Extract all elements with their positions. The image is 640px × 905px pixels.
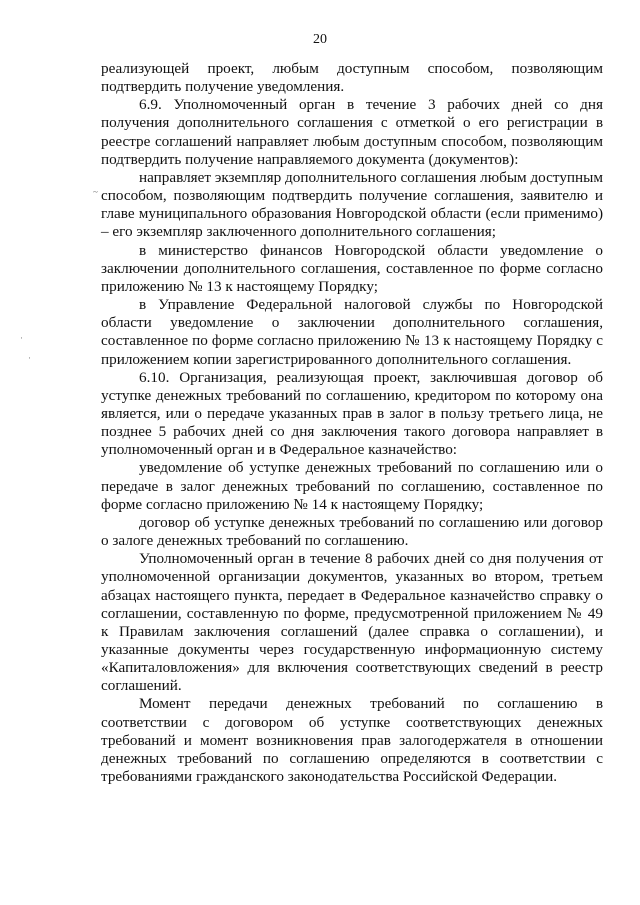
scan-artifact: · bbox=[28, 353, 31, 363]
paragraph-send-copy: направляет экземпляр дополнительного соглашения любым доступным способом, позволяющим подтвердить получение соглашения, заявителю и главе муниципального образования Новгородской области (если применимо) – его экземпляр заключенного дополнительного соглашения; bbox=[101, 168, 603, 241]
scan-artifact: ~ bbox=[93, 187, 98, 197]
paragraph-clause-6-9: 6.9. Уполномоченный орган в течение 3 рабочих дней со дня получения дополнительного соглашения с отметкой о его регистрации в реестре соглашений направляет любым доступным способом, позволяющим подтвердить получение направляемого документа (документов): bbox=[101, 96, 603, 168]
paragraph-ministry-finance: в министерство финансов Новгородской области уведомление о заключении дополнительного соглашения, составленное по форме согласно приложению № 13 к настоящему Порядку; bbox=[101, 241, 603, 295]
paragraph-continuation: реализующей проект, любым доступным способом, позволяющим подтвердить получение уведомления. bbox=[101, 60, 603, 96]
page-number: 20 bbox=[313, 32, 327, 47]
document-body bbox=[101, 60, 603, 786]
scan-artifact: · bbox=[20, 333, 23, 343]
paragraph-transfer-moment: Момент передачи денежных требований по соглашению в соответствии с договором об уступке соответствующих денежных требований и момент возникновения прав залогодержателя в отношении денежных требований по соглашению определяются в соответствии с требованиями гражданского законодательства Российской Федерации. bbox=[101, 695, 603, 786]
paragraph-tax-service: в Управление Федеральной налоговой службы по Новгородской области уведомление о заключении дополнительного соглашения, составленное по форме согласно приложению № 13 к настоящему Порядку с приложением копии зарегистрированного дополнительного соглашения. bbox=[101, 296, 603, 368]
paragraph-assignment-notice: уведомление об уступке денежных требований по соглашению или о передаче в залог денежных требований по соглашению, составленное по форме согласно приложению № 14 к настоящему Порядку; bbox=[101, 459, 603, 513]
paragraph-clause-6-10: 6.10. Организация, реализующая проект, заключившая договор об уступке денежных требований по соглашению, кредитором по которому она является, или о передаче указанных прав в залог в пользу третьего лица, не позднее 5 рабочих дней со дня заключения такого договора направляет в уполномоченный орган и в Федеральное казначейство: bbox=[101, 368, 603, 459]
paragraph-authority-transfer: Уполномоченный орган в течение 8 рабочих дней со дня получения от уполномоченной организации документов, указанных во втором, третьем абзацах настоящего пункта, передает в Федеральное казначейство справку о соглашении, составленную по форме, предусмотренной приложением № 49 к Правилам заключения соглашений (далее справка о соглашении), и указанные документы через государственную информационную систему «Капиталовложения» для включения соответствующих сведений в реестр соглашений. bbox=[101, 550, 603, 695]
paragraph-assignment-contract: договор об уступке денежных требований по соглашению или договор о залоге денежных требований по соглашению. bbox=[101, 513, 603, 550]
